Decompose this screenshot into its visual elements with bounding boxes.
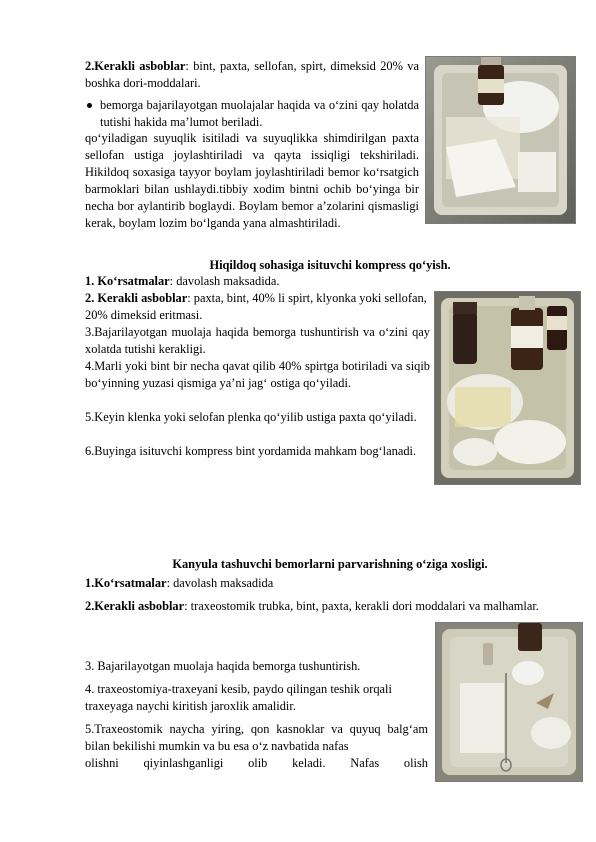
s2-item-1 [85, 273, 415, 290]
photo-compress-supplies [425, 56, 576, 224]
s1-bullet-text: bemorga bajarilayotgan muolajalar haqida va o‘zini qay holatda tutishi hakida ma’lumot beriladi. [100, 98, 419, 129]
s3-item-2-label: 2.Kerakli asboblar [85, 599, 185, 613]
s2-item-5: 5.Keyin klenka yoki selofan plenka qo‘yilib ustiga paxta qo‘yiladi. [85, 410, 417, 424]
s1-intro [85, 58, 419, 92]
s1-intro-text: : bint, paxta, sellofan, spirt, dimeksid 20% va boshka dori-moddalari. [85, 59, 419, 90]
photo-warming-compress [434, 291, 581, 485]
photo-tracheostomy-tools [435, 622, 583, 782]
s2-item-1-label: 1. Ko‘rsatmalar [85, 274, 170, 288]
s3-item-5: 5.Traxeostomik naycha yiring, qon kasnoklar va quyuq balg‘am bilan bekilishi mumkin va bu esa o‘z navbatida nafas [85, 722, 428, 753]
s3-item-2 [85, 598, 555, 615]
s3-item-1 [85, 575, 575, 592]
s2-item-1-text: : davolash maksadida. [169, 274, 280, 288]
s3-item-4: 4. traxeostomiya-traxeyani kesib, paydo qilingan teshik orqali traxeyaga naychi kiritish jaroxlik amalidir. [85, 682, 392, 713]
s3-item-2-text: : traxeostomik trubka, bint, paxta, kerakli dori moddalari va malhamlar. [184, 599, 539, 613]
photo-compress-supplies-image [426, 57, 575, 223]
s3-item-1-text: : davolash maksadida [166, 576, 274, 590]
s2-item-2 [85, 290, 430, 324]
s3-item-3: 3. Bajarilayotgan muolaja haqida bemorga tushuntirish. [85, 659, 361, 673]
s2-item-3: 3.Bajarilayotgan muolaja haqida bemorga tushuntirish va o‘zini qay xolatda tutishi kerakligi. [85, 325, 430, 356]
photo-tracheostomy-tools-image [436, 623, 582, 781]
bullet-dot-icon [87, 103, 92, 108]
s2-item-2-label: 2. Kerakli asboblar [85, 291, 188, 305]
photo-warming-compress-image [435, 292, 580, 484]
s2-item-4: 4.Marli yoki bint bir necha qavat qilib 40% spirtga botiriladi va siqib bo‘yinning yuzasi qismiga ya’ni jag‘ ostiga qo‘yiladi. [85, 359, 430, 390]
s1-paragraph: qo‘yiladigan suyuqlik isitiladi va suyuqlikka shimdirilgan paxta sellofan ustiga joylashtiriladi va qayta issiqligi tekshiriladi. Hikildoq soxasiga tayyor boylam joylashtiriladi bemor ko‘rsatgich barmoklari bilan ushlaydi.tibbiy xodim bintni ochib bo‘yinga bir necha bor aylantirib boglaydi. Boylam bemor a’zolarini qismasligi kerak, boylam lozim bo‘lganda yana almashtiriladi. [85, 131, 419, 230]
s2-item-2-text: : paxta, bint, 40% li spirt, klyonka yoki sellofan, 20% dimeksid eritmasi. [85, 291, 427, 322]
s1-intro-label: 2.Kerakli asboblar [85, 59, 186, 73]
s2-heading: Hiqildoq sohasiga isituvchi kompress qo‘yish. [209, 258, 451, 272]
s3-heading: Kanyula tashuvchi bemorlarni parvarishning o‘ziga xosligi. [172, 557, 488, 571]
s3-item-1-label: 1.Ko‘rsatmalar [85, 576, 167, 590]
s2-item-6: 6.Buyinga isituvchi kompress bint yordamida mahkam bog‘lanadi. [85, 444, 417, 458]
s3-item-5-cont: olishni qiyinlashganligi olib keladi. Nafas olish [85, 756, 428, 770]
